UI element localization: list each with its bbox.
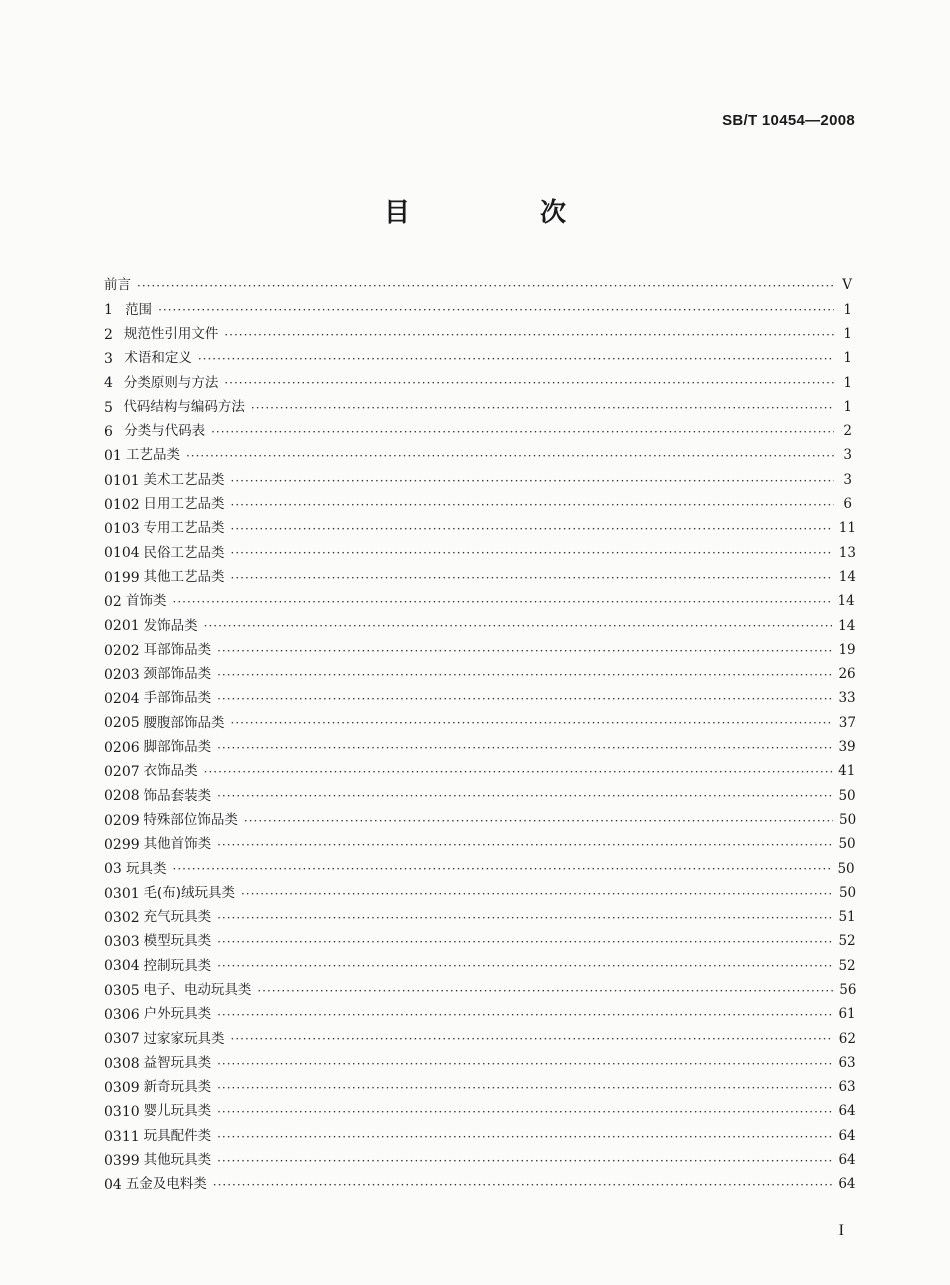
toc-entry-label: 范围 [125,301,153,318]
toc-entry-label: 饰品套装类 [143,787,212,804]
toc-leader-dots [204,620,832,632]
toc-entry-label: 毛(布)绒玩具类 [143,884,235,901]
toc-entry-label: 腰腹部饰品类 [143,714,225,731]
toc-leader-dots [244,815,833,827]
toc-entry-label: 其他玩具类 [143,1152,212,1169]
toc-entry-page: 3 [843,447,852,464]
toc-entry-page: 14 [837,593,855,610]
toc-leader-dots [211,426,834,438]
toc-entry-page: 63 [838,1079,856,1096]
toc-entry-page: 61 [838,1006,856,1023]
toc-entry-label: 颈部饰品类 [143,666,212,683]
toc-entry-number: 0104 [104,545,140,562]
toc-entry-number: 0304 [104,958,140,975]
toc-entry-label: 代码结构与编码方法 [123,398,245,415]
toc-entry-number: 0206 [104,739,140,756]
toc-leader-dots [198,353,834,365]
toc-entry-number: 0102 [104,496,140,513]
toc-entry-page: 11 [838,520,856,537]
toc-leader-dots [231,475,834,487]
toc-entry[interactable] [104,517,856,541]
toc-entry-number: 0202 [104,642,140,659]
toc-entry-number: 0303 [104,934,140,951]
toc-entry[interactable] [104,1052,856,1076]
toc-entry-page: 64 [838,1127,856,1144]
toc-leader-dots [257,985,833,997]
toc-leader-dots [217,693,832,705]
standard-code: SB/T 10454—2008 [722,112,855,129]
toc-entry-label: 术语和定义 [124,350,192,367]
toc-entry[interactable] [104,371,852,395]
toc-entry[interactable] [104,566,856,590]
toc-entry-number: 0399 [104,1152,140,1169]
toc-leader-dots [204,766,832,778]
toc-entry-number: 0207 [104,764,140,781]
toc-entry-label: 手部饰品类 [143,690,212,707]
toc-entry-number: 0299 [104,836,140,853]
toc-entry-label: 户外玩具类 [143,1006,212,1023]
toc-entry-page: 14 [838,568,856,585]
toc-entry[interactable] [104,663,856,687]
toc-entry[interactable] [104,541,856,565]
toc-entry-page: 51 [838,909,856,926]
toc-entry-page: 50 [837,860,855,877]
toc-entry-label: 衣饰品类 [143,763,198,780]
toc-entry[interactable] [104,979,857,1003]
toc-entry[interactable] [104,833,856,857]
toc-entry-label: 过家家玩具类 [143,1030,225,1047]
toc-leader-dots [217,960,832,972]
toc-entry-label: 特殊部位饰品类 [143,811,238,828]
toc-entry-number: 0199 [104,569,140,586]
toc-entry[interactable] [104,444,852,468]
toc-entry-label: 玩具配件类 [143,1127,212,1144]
toc-leader-dots [217,912,832,924]
toc-leader-dots [173,863,832,875]
toc-entry-label: 日用工艺品类 [143,496,225,513]
toc-leader-dots [251,402,834,414]
toc-entry-page: 50 [838,884,857,901]
toc-entry[interactable] [104,760,856,784]
toc-entry[interactable] [104,468,852,492]
toc-entry[interactable] [104,1003,856,1027]
page-title: 目 次 [383,198,618,228]
toc-entry-number: 4 [104,375,113,392]
toc-leader-dots [217,742,832,754]
toc-entry[interactable] [104,590,855,614]
toc-entry[interactable] [104,1173,856,1197]
toc-entry-page: 50 [839,811,857,828]
toc-entry-label: 电子、电动玩具类 [143,982,252,998]
toc-leader-dots [217,1058,832,1070]
toc-entry[interactable] [104,347,852,371]
toc-entry-number: 0201 [104,618,140,635]
toc-leader-dots [217,839,832,851]
toc-entry[interactable] [104,614,856,638]
toc-entry-label: 前言 [104,277,131,294]
toc-entry-number: 0306 [104,1007,140,1024]
toc-entry[interactable] [104,1100,856,1124]
toc-entry[interactable] [104,298,852,322]
toc-entry[interactable] [104,420,852,444]
toc-entry[interactable] [104,1027,856,1051]
toc-entry[interactable] [104,857,855,881]
toc-entry-page: 13 [838,544,856,561]
toc-entry-label: 充气玩具类 [143,909,212,926]
toc-entry-label: 新奇玩具类 [143,1079,212,1096]
toc-entry[interactable] [104,274,852,298]
toc-entry[interactable] [104,711,856,735]
toc-entry-label: 五金及电料类 [125,1176,207,1193]
table-of-contents [104,274,857,1197]
toc-entry-number: 0101 [104,472,140,489]
toc-leader-dots [224,329,834,341]
toc-entry-number: 01 [104,448,122,465]
toc-entry-page: 1 [843,301,852,318]
toc-entry-page: 1 [843,325,852,342]
toc-entry-page: 56 [839,982,857,998]
toc-entry-label: 脚部饰品类 [143,739,212,756]
toc-entry-page: 52 [838,933,856,950]
toc-entry-number: 3 [104,351,113,368]
toc-entry-label: 发饰品类 [143,617,198,634]
toc-entry-label: 工艺品类 [125,447,180,464]
toc-entry-label: 玩具类 [126,860,167,877]
toc-entry[interactable] [104,930,856,954]
toc-entry-label: 分类与代码表 [124,423,206,440]
toc-leader-dots [217,1082,832,1094]
toc-leader-dots [217,936,832,948]
toc-leader-dots [173,596,832,608]
toc-entry-number: 03 [104,861,122,878]
toc-entry-label: 专用工艺品类 [143,520,225,537]
toc-entry-number: 0310 [104,1104,140,1121]
toc-entry[interactable] [104,493,852,517]
toc-entry-number: 0203 [104,666,140,683]
toc-entry-page: 63 [838,1054,856,1071]
toc-entry-number: 0103 [104,521,140,538]
toc-entry-page: 6 [843,496,852,513]
toc-entry[interactable] [104,395,852,419]
toc-entry-page: 14 [838,617,856,634]
toc-entry-number: 5 [104,399,113,416]
toc-entry-page: 64 [838,1152,856,1169]
toc-entry[interactable] [104,638,856,662]
toc-leader-dots [241,888,833,900]
toc-leader-dots [186,450,834,462]
toc-entry-page: 37 [838,714,856,731]
toc-leader-dots [231,572,833,584]
toc-entry-number: 0204 [104,691,140,708]
toc-leader-dots [224,377,834,389]
toc-entry-label: 控制玩具类 [143,957,212,974]
toc-entry-number: 0205 [104,715,140,732]
toc-entry[interactable] [104,881,857,905]
toc-entry[interactable] [104,906,856,930]
toc-entry-page: 1 [843,350,852,367]
toc-leader-dots [231,499,834,511]
toc-entry[interactable] [104,1076,856,1100]
toc-entry-page: 52 [838,957,856,974]
toc-leader-dots [231,547,833,559]
toc-entry-page: 41 [838,763,856,780]
toc-entry[interactable] [104,954,856,978]
toc-entry-label: 首饰类 [126,593,167,610]
page-folio: I [838,1222,844,1239]
toc-entry-number: 0209 [104,812,140,829]
toc-entry-page: 1 [843,374,852,391]
toc-entry-page: 2 [843,423,852,440]
toc-entry[interactable] [104,736,856,760]
toc-entry-number: 0302 [104,909,140,926]
toc-entry[interactable] [104,687,856,711]
toc-entry-label: 其他首饰类 [143,836,212,853]
toc-entry-number: 0311 [104,1128,140,1145]
toc-entry-label: 分类原则与方法 [123,374,219,391]
toc-leader-dots [137,280,834,292]
toc-entry-page: 26 [838,666,856,683]
toc-entry[interactable] [104,784,856,808]
toc-entry-label: 耳部饰品类 [143,641,212,658]
toc-leader-dots [213,1179,833,1191]
toc-entry-number: 0305 [104,982,140,999]
toc-entry-label: 其他工艺品类 [143,568,225,585]
toc-entry-page: 3 [843,471,852,488]
toc-entry-number: 02 [104,594,122,610]
toc-leader-dots [231,523,833,535]
toc-entry-number: 1 [104,302,113,319]
toc-entry-page: 19 [838,641,856,658]
toc-entry-number: 04 [104,1177,122,1194]
toc-entry[interactable] [104,809,857,833]
toc-entry-number: 6 [104,423,113,440]
toc-entry-page: 50 [838,836,856,853]
toc-entry-label: 模型玩具类 [143,933,212,950]
toc-entry-page: 64 [838,1176,856,1193]
toc-entry-page: V [842,277,852,294]
toc-entry-label: 美术工艺品类 [143,471,225,488]
toc-entry-label: 规范性引用文件 [123,325,219,342]
toc-entry-page: 1 [843,398,852,415]
toc-entry-number: 0309 [104,1079,140,1096]
toc-entry-page: 62 [838,1030,856,1047]
toc-leader-dots [158,304,834,316]
toc-leader-dots [217,790,832,802]
toc-entry[interactable] [104,1149,856,1173]
toc-entry-page: 39 [838,739,856,756]
toc-leader-dots [217,645,832,657]
toc-leader-dots [217,669,832,681]
toc-leader-dots [231,717,833,729]
toc-entry-number: 0307 [104,1031,140,1048]
toc-leader-dots [231,1033,833,1045]
toc-entry-number: 0208 [104,788,140,805]
toc-leader-dots [217,1106,832,1118]
toc-leader-dots [217,1155,832,1167]
toc-entry-label: 益智玩具类 [143,1054,212,1071]
toc-entry-page: 64 [838,1103,856,1120]
toc-entry-label: 婴儿玩具类 [143,1103,212,1120]
toc-entry-number: 2 [104,326,113,343]
toc-entry-page: 33 [838,690,856,707]
toc-entry[interactable] [104,323,852,347]
toc-entry[interactable] [104,1124,856,1148]
toc-entry-label: 民俗工艺品类 [143,544,225,561]
toc-leader-dots [217,1131,832,1143]
toc-entry-number: 0308 [104,1055,140,1072]
toc-entry-page: 50 [838,787,856,804]
toc-leader-dots [217,1009,832,1021]
toc-entry-number: 0301 [104,885,140,902]
